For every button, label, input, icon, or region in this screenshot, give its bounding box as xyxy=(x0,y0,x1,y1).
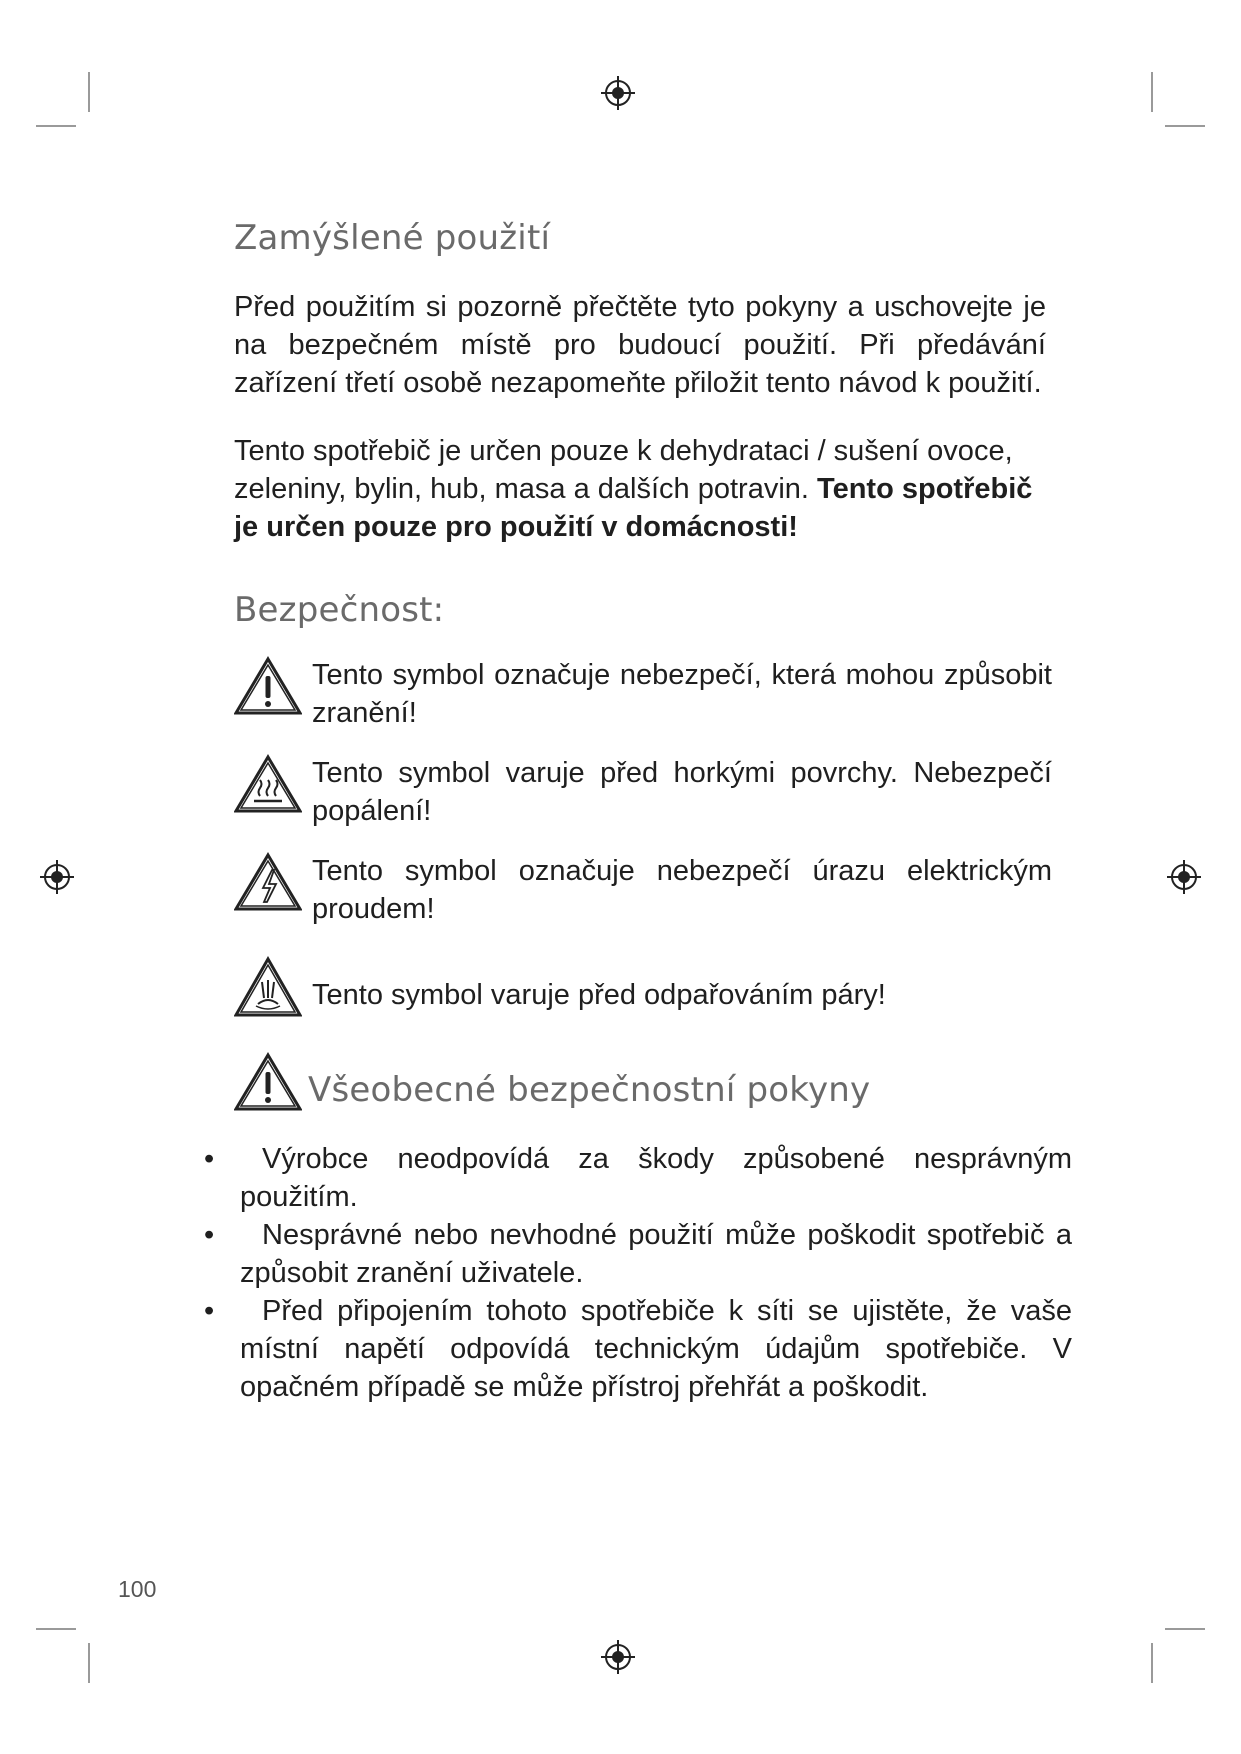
general-safety-list xyxy=(204,1140,1072,1406)
bullet: • xyxy=(204,1143,215,1175)
list-item xyxy=(204,1216,1072,1292)
hot-surface-icon xyxy=(234,754,302,814)
paragraph-text: Tento spotřebič je určen pouze k dehydrataci / sušení ovoce, zeleniny, bylin, hub, masa a dalších potravin. xyxy=(234,435,1013,505)
list-item-text: Před připojením tohoto spotřebiče k síti se ujistěte, že vaše místní napětí odpovídá technickým údajům spotřebiče. V opačném případě se může přístroj přehřát a poškodit. xyxy=(240,1295,1072,1403)
crop-mark xyxy=(88,72,90,112)
crop-mark xyxy=(1165,1628,1205,1630)
symbol-row xyxy=(234,956,1054,1018)
registration-mark-icon xyxy=(40,860,74,894)
bullet: • xyxy=(204,1219,215,1251)
list-item-text: Nesprávné nebo nevhodné použití může poškodit spotřebič a způsobit zranění uživatele. xyxy=(240,1219,1072,1289)
symbol-description: Tento symbol varuje před horkými povrchy. Nebezpečí popálení! xyxy=(312,757,1052,827)
page-content xyxy=(204,218,1072,1406)
electric-shock-icon xyxy=(234,852,302,912)
bullet: • xyxy=(204,1295,215,1327)
steam-icon xyxy=(234,956,302,1018)
symbol-description: Tento symbol varuje před odpařováním páry! xyxy=(312,979,886,1011)
symbol-row xyxy=(234,754,1054,830)
crop-mark xyxy=(36,125,76,127)
crop-mark xyxy=(36,1628,76,1630)
section-heading-safety: Bezpečnost: xyxy=(234,590,445,630)
warning-exclamation-icon xyxy=(234,1052,302,1112)
registration-mark-icon xyxy=(601,76,635,110)
crop-mark xyxy=(1151,72,1153,112)
registration-mark-icon xyxy=(1167,860,1201,894)
page-number: 100 xyxy=(118,1576,157,1602)
list-item xyxy=(204,1292,1072,1406)
symbol-description: Tento symbol označuje nebezpečí úrazu elektrickým proudem! xyxy=(312,855,1052,925)
symbol-row xyxy=(234,852,1054,928)
household-use-notice: Tento spotřebič je určen pouze pro použití v domácnosti! xyxy=(234,473,1033,543)
symbol-description: Tento symbol označuje nebezpečí, která mohou způsobit zranění! xyxy=(312,659,1052,729)
list-item xyxy=(204,1140,1072,1216)
list-item-text: Výrobce neodpovídá za škody způsobené nesprávným použitím. xyxy=(240,1143,1072,1213)
symbol-row xyxy=(234,656,1054,732)
section-heading-general-safety: Všeobecné bezpečnostní pokyny xyxy=(308,1070,871,1110)
warning-exclamation-icon xyxy=(234,656,302,716)
general-safety-heading-row xyxy=(234,1052,1054,1112)
registration-mark-icon xyxy=(601,1640,635,1674)
intended-use-paragraph: Před použitím si pozorně přečtěte tyto pokyny a uschovejte je na bezpečném místě pro budoucí použití. Při předávání zařízení třetí osobě nezapomeňte přiložit tento návod k použití. xyxy=(234,291,1046,399)
crop-mark xyxy=(88,1643,90,1683)
section-heading-intended-use: Zamýšlené použití xyxy=(234,218,551,258)
crop-mark xyxy=(1165,125,1205,127)
intended-use-paragraph-2 xyxy=(234,432,1054,546)
crop-mark xyxy=(1151,1643,1153,1683)
